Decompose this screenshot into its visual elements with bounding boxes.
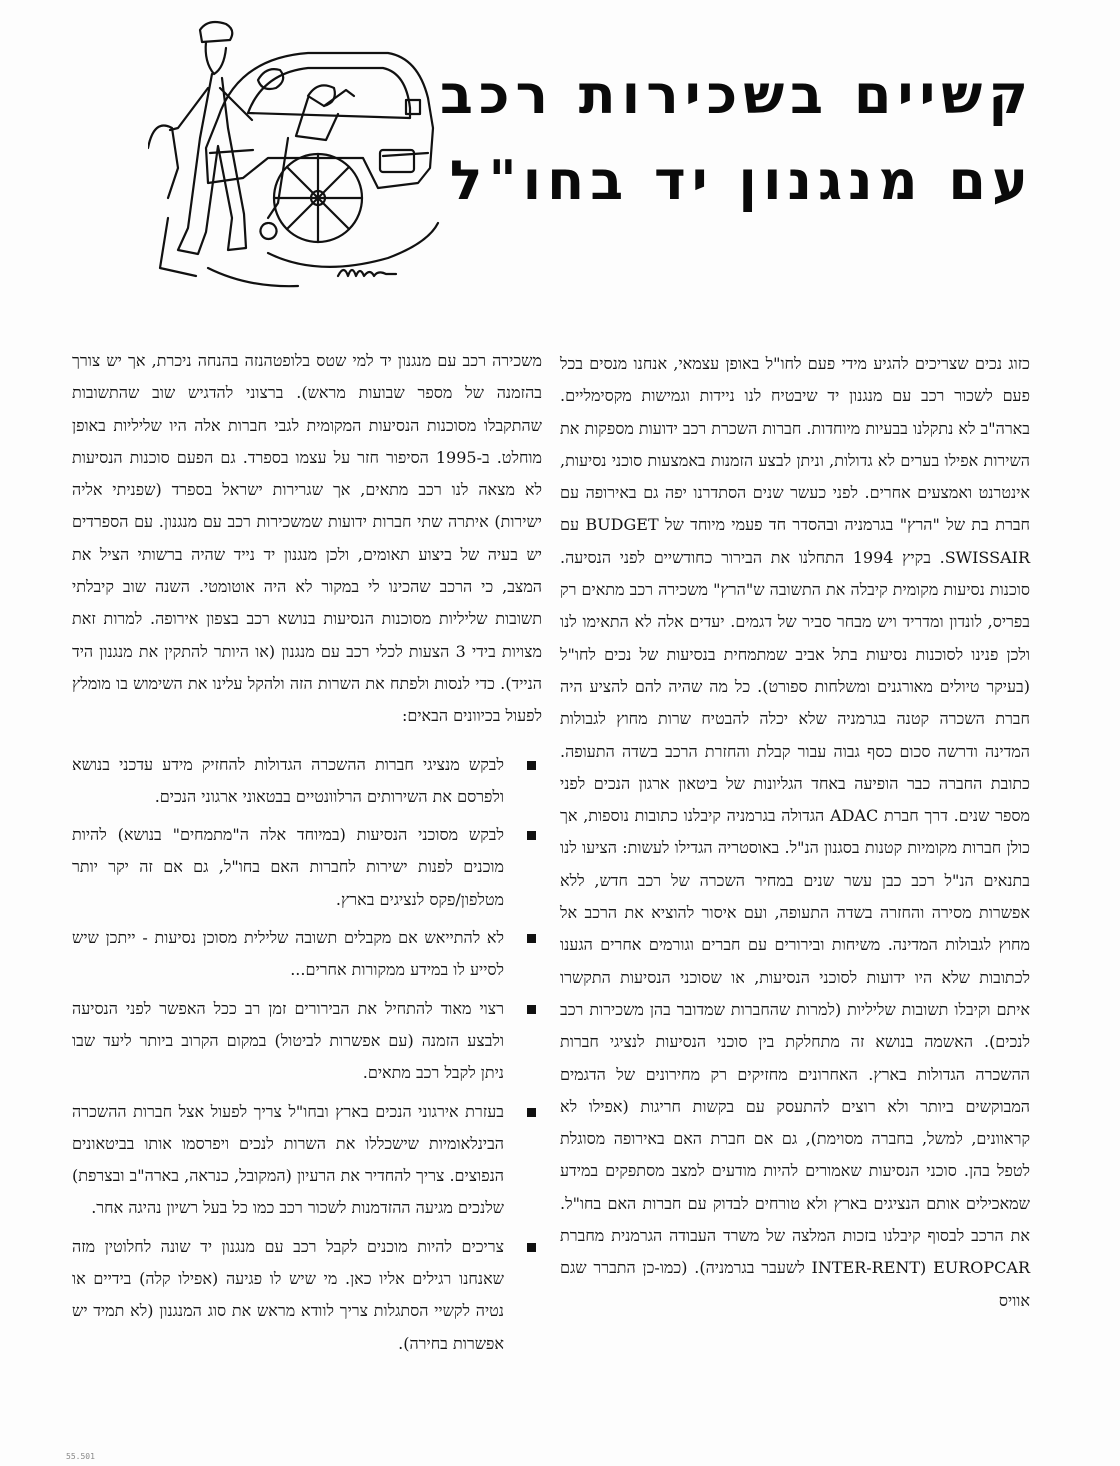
list-item [72,1231,542,1360]
article-paragraph: משכירה רכב עם מנגנון יד למי שטס בלופטהנזה בהנחה ניכרת, אך יש צורך בהזמנה של מספר שבועות מראש). ברצוני להדגיש שוב שהתשובות שהתקבלו מסוכנות הנסיעות המקומית לגבי חברות אלה היו שליליות באופן מוחלט. ב-1995 הסיפור חזר על עצמו בספרד. גם הפעם סוכנות הנסיעות לא מצאה לנו רכב מתאים, אך שגרירות ישראל בספרד (שפניתי אליה ישירות) איתרה שתי חברות ידועות שמשכירות רכב עם מנגנון. עם הספרדים יש בעיה של ביצוע תאומים, ולכן מנגנון יד נייד שהיה ברשותי הציל את המצב, כי הרכב שהכינו לי במקור לא היה אוטומטי. השנה שוב קיבלתי תשובות שליליות מסוכנות הנסיעות בנושא רכב בצפון אירופה. למרות זאת מצויות בידי 3 הצעות לכלי רכב עם מנגנון (או היותר להתקין את מנגנון היד הנייד). כדי לנסות ולפתח את השרות הזה ולהקל עלינו את השימוש בו מומלץ לפעול בכיוונים הבאים: [72,351,543,726]
car-body [206,53,433,188]
article-column-left [72,345,542,1366]
article-column-right [560,348,1030,1317]
article-paragraph: כזוג נכים שצריכים להגיע מידי פעם לחו"ל באופן עצמאי, אנחנו מנסים בכל פעם לשכור רכב עם מנגנון יד שיבטיח לנו ניידות וגמישות מקסימליים. בארה"ב לא נתקלנו בבעיות מיוחדות. חברות השכרת רכב ידועות מספקות את השירות אפילו בערים לא גדולות, וניתן לבצע הזמנות באמצעות סוכני נסיעות, אינטרנט ואמצעים אחרים. לפני כעשר שנים הסתדרנו יפה גם באירופה עם חברת בת של "הרץ" בגרמניה ובהסדר חד פעמי מיוחד של BUDGET עם SWISSAIR. בקיץ 1994 התחלנו את הבירור כחודשיים לפני הנסיעה. סוכנות נסיעות מקומית קיבלה את התשובה ש"הרץ" משכירה רכב מתאים רק בפריס, לונדון ומדריד ויש מבחר סביר של דגמים. יעדים אלה לא התאימו לנו ולכן פנינו לסוכנות נסיעות בתל אביב שמתמחית בנסיעות של נכים לחו"ל (בעיקר טיולים מאורגנים ומשלחות ספורט). כל מה שהיה להם להציע היה חברת השכרה קטנה בגרמניה שלא יכלה להבטיח שרות מחוץ לגבולות המדינה ודרשה סכום כסף גבוה עבור קבלת והחזרת הרכב בשדה התעופה. כתובת החברה כבר הופיעה באחד הגליונות של ביטאון ארגון הנכים לפני מספר שנים. דרך חברת ADAC הגדולה בגרמניה קיבלנו כתובות נוספות, אך כולן חברות מקומיות קטנות בסגנון הנ"ל. באוסטריה הגדילו לעשות: הציעו לנו בתנאים הנ"ל רכב כבן עשר שנים במחיר השכרה של רכב חדש, ללא אפשרות מסירה והחזרה בשדה התעופה, ועם איסור להוציא את הרכב אל מחוץ לגבולות המדינה. משיחות ובירורים עם חברים וגורמים אחרים הגענו לכתובות שלא היו ידועות לסוכני הנסיעות, או שסוכני הנסיעות התקשרו איתם וקיבלו תשובות שליליות (למרות שהחברות שמדובר בהן משכירות רכב לנכים). האשמה בנושא זה מתחלקת בין סוכני הנסיעות לנציגי חברות ההשכרה הגדולות בארץ. האחרונים מחזיקים רק מחירונים של הדגמים המבוקשים ביותר ולא רוצים להתעסק עם בקשות חריגות (אפילו לא קראוונים, למשל, בחברה מסוימת), גם אם חברת האם באירופה מסוגלת לטפל בהן. סוכני הנסיעות שאמורים להיות מודעים למצב מסתפקים במידע שמאכילים אותם הנציגים בארץ ולא טורחים לבדוק עם חברות האם בחו"ל. את הרכב לבסוף קיבלנו בזכות המלצה של משרד העבודה הגרמנית מחברת EUROPCAR (INTER-RENT לשעבר בגרמניה). (כמו-כן התברר שגם אוויס [560,354,1031,1310]
list-item-text: בעזרת אירגוני הנכים בארץ ובחו"ל צריך לפעול אצל חברות ההשכרה הבינלאומיות שישכללו את השרות לנכים ויפרסמו אותו בביטאונים הנפוצים. צריך להחדיר את הרעיון (המקובל, כנראה, בארה"ב ובצרפת) שלנכים מגיעה ההזדמנות לשכור רכב כמו כל בעל רשיון נהיגה אחר. [72,1101,504,1218]
recommendations-list [72,749,542,1360]
list-item-text: לבקש מסוכני הנסיעות (במיוחד אלה ה"מתמחים" בנושא) להיות מוכנים לפנות ישירות לחברות האם בחו"ל, גם אם זה יקר יותר מטלפון/פקס לנציגים בארץ. [72,825,504,909]
list-item [72,922,542,987]
page-title [439,52,1034,224]
list-item-text: לא להתייאש אם מקבלים תשובה שלילית מסוכן נסיעות - ייתכן שיש לסייע לו במידע ממקורות אחרים... [72,928,504,980]
title-line-1: קשיים בשכירות רכב [439,63,1034,126]
car-window [248,68,410,118]
bullet-square-icon [527,1243,536,1252]
list-item [72,993,542,1090]
list-item [72,1096,542,1225]
list-item [72,819,542,916]
bullet-square-icon [527,1108,536,1117]
bullet-square-icon [527,761,536,770]
page-code: 55.501 [66,1452,95,1461]
list-item-text: צריכים להיות מוכנים לקבל רכב עם מנגנון יד שונה לחלוטין מזה שאנחנו רגילים אליו כאן. מי שיש לו פגיעה (אפילו קלה) בידיים או נטיה לקשיי הסתגלות צריך לוודא מראש את סוג המנגנון (לא תמיד יש אפשרות בחירה). [72,1236,505,1353]
signature [338,270,396,276]
list-item [72,749,542,814]
bullet-square-icon [527,934,536,943]
cartoon-illustration [148,18,448,298]
title-line-2: עם מנגנון יד בחו"ל [449,149,1034,212]
list-item-text: לבקש מנציגי חברות ההשכרה הגדולות להחזיק מידע עדכני בנושא ולפרסם את השירותים הרלוונטיים בבטאוני ארגוני הנכים. [72,754,504,806]
bullet-square-icon [527,831,536,840]
bullet-square-icon [527,1005,536,1014]
list-item-text: רצוי מאוד להתחיל את הבירורים זמן רב ככל האפשר לפני הנסיעה ולבצע הזמנה (עם אפשרות לביטול) במקום הקרוב ביותר ליעד שבו ניתן לקבל רכב מתאים. [72,998,504,1083]
